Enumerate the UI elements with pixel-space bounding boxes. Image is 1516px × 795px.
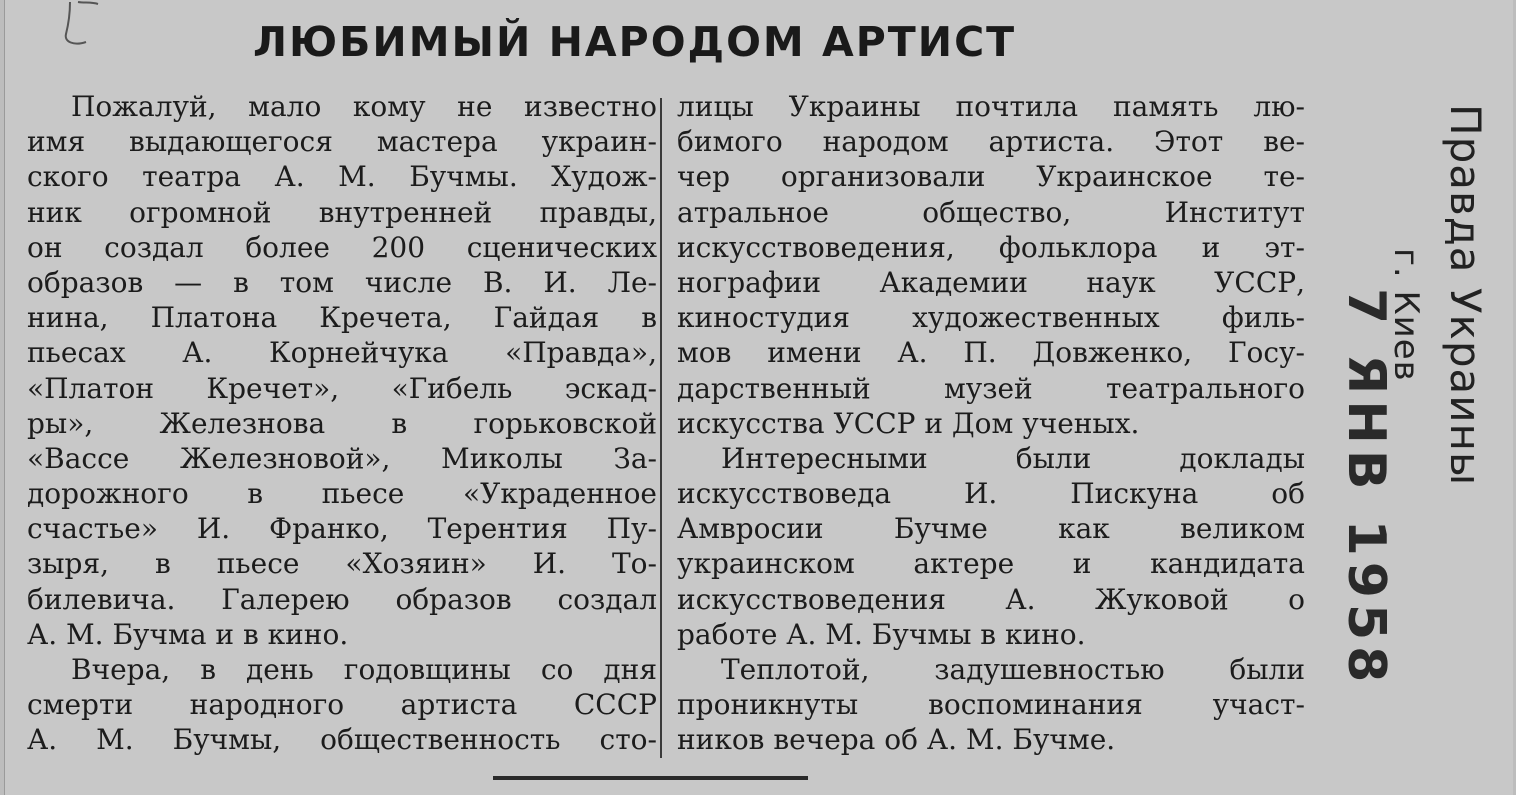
text-line: искусствоведения А. Жуковой о <box>677 582 1305 616</box>
text-line: образов — в том числе В. И. Ле- <box>27 265 657 299</box>
article-column-left <box>27 89 657 758</box>
text-line: бимого народом артиста. Этот ве- <box>677 125 1305 159</box>
handwritten-mark <box>60 0 100 50</box>
text-line: ры», Железнова в горьковской <box>27 406 657 440</box>
text-line: ников вечера об А. М. Бучме. <box>677 723 1116 757</box>
text-line: Вчера, в день годовщины со дня <box>71 653 657 686</box>
text-line: «Платон Кречет», «Гибель эскад- <box>27 371 657 405</box>
text-line: ского театра А. М. Бучмы. Худож- <box>27 160 657 194</box>
text-line: мов имени А. П. Довженко, Госу- <box>677 336 1305 370</box>
text-line: работе А. М. Бучмы в кино. <box>677 617 1086 651</box>
text-line: «Вассе Железновой», Миколы За- <box>27 441 657 475</box>
text-line: искусствоведения, фольклора и эт- <box>677 230 1305 264</box>
article-end-rule <box>493 776 808 780</box>
text-line: нографии Академии наук УССР, <box>677 265 1305 299</box>
text-line: пьесах А. Корнейчука «Правда», <box>27 336 657 370</box>
text-line: киностудия художественных филь- <box>677 301 1305 335</box>
text-line: Интересными были доклады <box>721 441 1305 475</box>
text-line: зыря, в пьесе «Хозяин» И. То- <box>27 547 657 581</box>
text-line: дорожного в пьесе «Украденное <box>27 477 657 511</box>
stamp-newspaper-name: Правда Украины <box>1441 104 1490 487</box>
newspaper-clipping <box>4 0 1513 795</box>
text-line: А. М. Бучма и в кино. <box>27 617 349 651</box>
text-line: искусства УССР и Дом ученых. <box>677 406 1140 440</box>
text-line: имя выдающегося мастера украин- <box>27 125 657 159</box>
text-line: украинском актере и кандидата <box>677 547 1305 581</box>
text-line: нина, Платона Кречета, Гайдая в <box>27 301 657 335</box>
text-line: счастье» И. Франко, Терентия Пу- <box>27 512 657 546</box>
text-line: ник огромной внутренней правды, <box>27 195 657 229</box>
stamp-date: 7 ЯНВ 1958 <box>1336 288 1396 689</box>
text-line: искусствоведа И. Пискуна об <box>677 477 1305 511</box>
stamp-city: г. Киев <box>1386 248 1426 382</box>
text-line: лицы Украины почтила память лю- <box>677 90 1305 123</box>
article-column-right <box>677 89 1305 758</box>
text-line: билевича. Галерею образов создал <box>27 582 657 616</box>
text-line: атральное общество, Институт <box>677 195 1305 229</box>
text-line: смерти народного артиста СССР <box>27 688 657 722</box>
article-headline: ЛЮБИМЫЙ НАРОДОМ АРТИСТ <box>253 18 1017 66</box>
text-line: чер организовали Украинское те- <box>677 160 1305 194</box>
text-line: дарственный музей театрального <box>677 371 1305 405</box>
text-line: проникнуты воспоминания участ- <box>677 688 1305 722</box>
text-line: А. М. Бучмы, общественность сто- <box>27 723 657 757</box>
text-line: он создал более 200 сценических <box>27 230 657 264</box>
text-line: Теплотой, задушевностью были <box>721 653 1305 686</box>
column-divider <box>660 98 662 758</box>
text-line: Пожалуй, мало кому не известно <box>71 90 657 123</box>
text-line: Амвросии Бучме как великом <box>677 512 1305 546</box>
